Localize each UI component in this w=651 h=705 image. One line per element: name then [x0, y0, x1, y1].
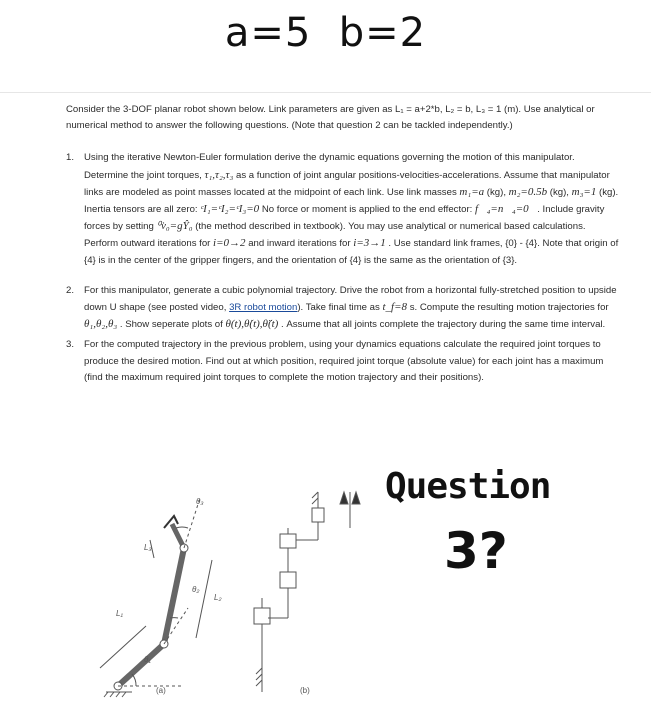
question-3-text: For the computed trajectory in the previous problem, using your dynamics equations calculate the required joint torques to produce the desired motion. Find out at which position, required joint torque (absolute value) for each joint has a maximum (find the maximum required joint torques to complete the motion trajectory and their positions). — [84, 337, 620, 386]
caption-b: (b) — [300, 686, 310, 695]
q2-text-5: . Assume that all joints complete the trajectory during the same time interval. — [281, 319, 605, 330]
robot-figure — [92, 468, 392, 700]
problem-document — [60, 102, 620, 396]
q1-text-3: (kg), — [487, 187, 506, 198]
q1-gravity-expr: ⁰v̇₀=gŶ₀ — [157, 220, 193, 232]
q1-text-8: (the method described in textbook). You may use analytical or numerical based calculations. Perform outward iterations for — [84, 221, 586, 249]
question-3 — [60, 337, 620, 386]
question-annotation-label: Question — [385, 466, 550, 507]
intro-paragraph: Consider the 3-DOF planar robot shown below. Link parameters are given as L₁ = a+2*b, L₂ = b, L₃ = 1 (m). Use analytical or numerical method to answer the following questions. (Note that question 2 can be tackled independently.) — [66, 102, 620, 134]
q1-text-1: Using the iterative Newton-Euler formulation derive the dynamic equations governing the motion of this manipulator. Determine the joint torques, — [84, 152, 575, 180]
robot-figure-svg — [92, 468, 392, 700]
mech-block-2 — [280, 572, 296, 588]
q2-tf-expr: t_f=8 — [383, 301, 408, 313]
question-2-number: 2. — [66, 283, 74, 299]
q1-text-10: . Use standard link frames, {0} - {4}. Note that origin of {4} is in the center of the gripper fingers, and the orientation of {4} is the same as the orientation of {3}. — [84, 238, 618, 265]
label-L2: L₂ — [214, 593, 222, 602]
q2-text-3: s. Compute the resulting motion trajectories for — [410, 302, 609, 313]
label-theta-1: θ₁ — [144, 655, 151, 664]
link-2 — [164, 548, 184, 644]
q1-text-9: and inward iterations for — [248, 238, 350, 249]
q1-inertia-expr: ᶜI₁=ᶜI₂=ᶜI₃=0 — [200, 203, 259, 215]
q1-text-4: (kg), — [550, 187, 569, 198]
q1-m2-expr: m₂=0.5b — [509, 186, 547, 198]
label-theta-2: θ₂ — [192, 585, 199, 594]
base-hatch — [122, 692, 126, 697]
base-hatch — [116, 692, 120, 697]
q1-text-6: No force or moment is applied to the end effector: — [262, 204, 472, 215]
question-3-number: 3. — [66, 337, 74, 353]
mech-gripper-right — [352, 492, 360, 504]
L2-dimension — [196, 560, 212, 638]
base-hatch — [104, 692, 108, 697]
q1-m3-expr: m₃=1 — [572, 186, 597, 198]
mech-block-3 — [280, 534, 296, 548]
question-1-number: 1. — [66, 150, 74, 166]
question-2-text — [84, 283, 620, 334]
q2-text-4: . Show seperate plots of — [120, 319, 223, 330]
q2-text-2: ). Take final time as — [297, 302, 379, 313]
label-theta-3: θ₃ — [196, 497, 204, 506]
L1-dimension — [100, 626, 146, 668]
header-banner — [0, 0, 651, 92]
question-1 — [60, 150, 620, 268]
q1-outward-expr: i=0→2 — [213, 237, 245, 249]
robot-mechanism-b — [254, 492, 360, 692]
link-1 — [118, 644, 164, 686]
mech-hatch — [312, 498, 318, 504]
q1-tau-expr: τ₁,τ₂,τ₃ — [205, 169, 234, 181]
q1-force-expr: f⃗₄=n⃗₄=0⃗ — [475, 203, 537, 215]
label-L3: L₃ — [144, 543, 152, 552]
question-1-text — [84, 150, 620, 268]
mech-hatch — [256, 668, 262, 674]
theta-3-arc — [176, 527, 188, 528]
q2-text-1: For this manipulator, generate a cubic polynomial trajectory. Drive the robot from a horizontal fully-stretched position to upside down U shape (see posted video, — [84, 285, 617, 313]
q1-text-5: (kg). Inertia tensors are all zero: — [84, 187, 618, 215]
base-hatch — [110, 692, 114, 697]
mech-gripper-left — [340, 492, 348, 504]
video-link[interactable]: 3R robot motion — [229, 302, 297, 313]
q1-m1-expr: m₁=a — [459, 186, 484, 198]
header-title: a=5 b=2 — [0, 10, 651, 56]
question-annotation-mark: 3? — [444, 522, 508, 580]
mech-block-1 — [254, 608, 270, 624]
q1-inward-expr: i=3→1 — [353, 237, 385, 249]
q1-text-7: . Include gravity forces by setting — [84, 204, 604, 232]
header-separator — [0, 92, 651, 93]
q2-theta-expr: θ₁,θ₂,θ₃ — [84, 318, 117, 330]
mech-block-4 — [312, 508, 324, 522]
label-L1: L₁ — [116, 609, 123, 618]
q1-text-2: as a function of joint angular positions-velocities-accelerations. Assume that manipulator links are modeled as point masses located at the midpoint of each link. Use link masses — [84, 170, 610, 198]
mech-hatch — [256, 674, 262, 680]
question-2 — [60, 283, 620, 334]
robot-arm-a — [100, 498, 212, 697]
q2-plot-expr: θ(t),θ̇(t),θ̈(t) — [225, 318, 278, 330]
mech-hatch — [256, 680, 262, 686]
caption-a: (a) — [156, 686, 166, 695]
mech-hatch — [312, 492, 318, 498]
